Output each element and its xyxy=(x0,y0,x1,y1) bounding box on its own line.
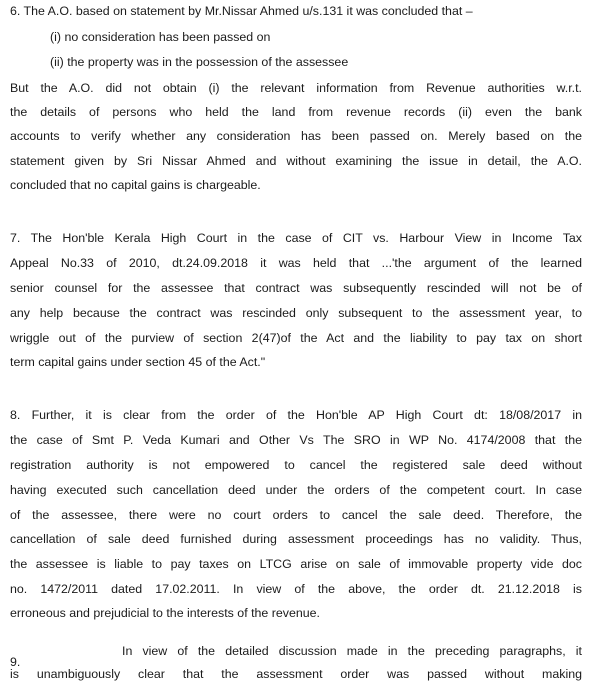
para9-line-1: In view of the detailed discussion made in the preceding paragraphs, it xyxy=(122,644,582,658)
para9-number: 9. xyxy=(10,655,21,669)
para6-item-1: (i) no consideration has been passed on xyxy=(50,30,271,44)
para6-line-5: the details of persons who held the land from revenue records (ii) even the bank xyxy=(10,105,582,119)
para6-line-7: statement given by Sri Nissar Ahmed and without examining the issue in detail, the A.O. xyxy=(10,154,582,168)
para7-line-3: senior counsel for the assessee that contract was subsequently rescinded will not be of xyxy=(10,281,582,295)
para7-line-6: term capital gains under section 45 of the Act." xyxy=(10,355,266,369)
para7-line-1: 7. The Hon'ble Kerala High Court in the case of CIT vs. Harbour View in Income Tax xyxy=(10,231,582,245)
para7-line-4: any help because the contract was rescinded only subsequent to the assessment year, to xyxy=(10,306,582,320)
para6-line-1: 6. The A.O. based on statement by Mr.Nissar Ahmed u/s.131 it was concluded that – xyxy=(10,4,473,18)
para6-line-4: But the A.O. did not obtain (i) the relevant information from Revenue authorities w.r.t. xyxy=(10,81,582,95)
para8-line-4: having executed such cancellation deed under the orders of the competent court. In case xyxy=(10,483,582,497)
para8-line-1: 8. Further, it is clear from the order of the Hon'ble AP High Court dt: 18/08/2017 in xyxy=(10,408,582,422)
para8-line-5: of the assessee, there were no court orders to cancel the sale deed. Therefore, the xyxy=(10,508,582,522)
para8-line-7: the assessee is liable to pay taxes on LTCG arise on sale of immovable property vide doc xyxy=(10,557,582,571)
para8-line-8: no. 1472/2011 dated 17.02.2011. In view of the above, the order dt. 21.12.2018 is xyxy=(10,582,582,596)
para6-item-2: (ii) the property was in the possession of the assessee xyxy=(50,55,349,69)
para9-line-2: is unambiguously clear that the assessment order was passed without making xyxy=(10,667,582,681)
para7-line-5: wriggle out of the purview of section 2(47)of the Act and the liability to pay tax on short xyxy=(10,331,582,345)
para8-line-2: the case of Smt P. Veda Kumari and Other Vs The SRO in WP No. 4174/2008 that the xyxy=(10,433,582,447)
para6-line-8: concluded that no capital gains is chargeable. xyxy=(10,178,261,192)
para8-line-6: cancellation of sale deed furnished during assessment proceedings has no validity. Thus, xyxy=(10,532,582,546)
para6-line-6: accounts to verify whether any consideration has been passed on. Merely based on the xyxy=(10,129,582,143)
para8-line-3: registration authority is not empowered to cancel the registered sale deed without xyxy=(10,458,582,472)
para7-line-2: Appeal No.33 of 2010, dt.24.09.2018 it was held that ...'the argument of the learned xyxy=(10,256,582,270)
para8-line-9: erroneous and prejudicial to the interests of the revenue. xyxy=(10,606,320,620)
